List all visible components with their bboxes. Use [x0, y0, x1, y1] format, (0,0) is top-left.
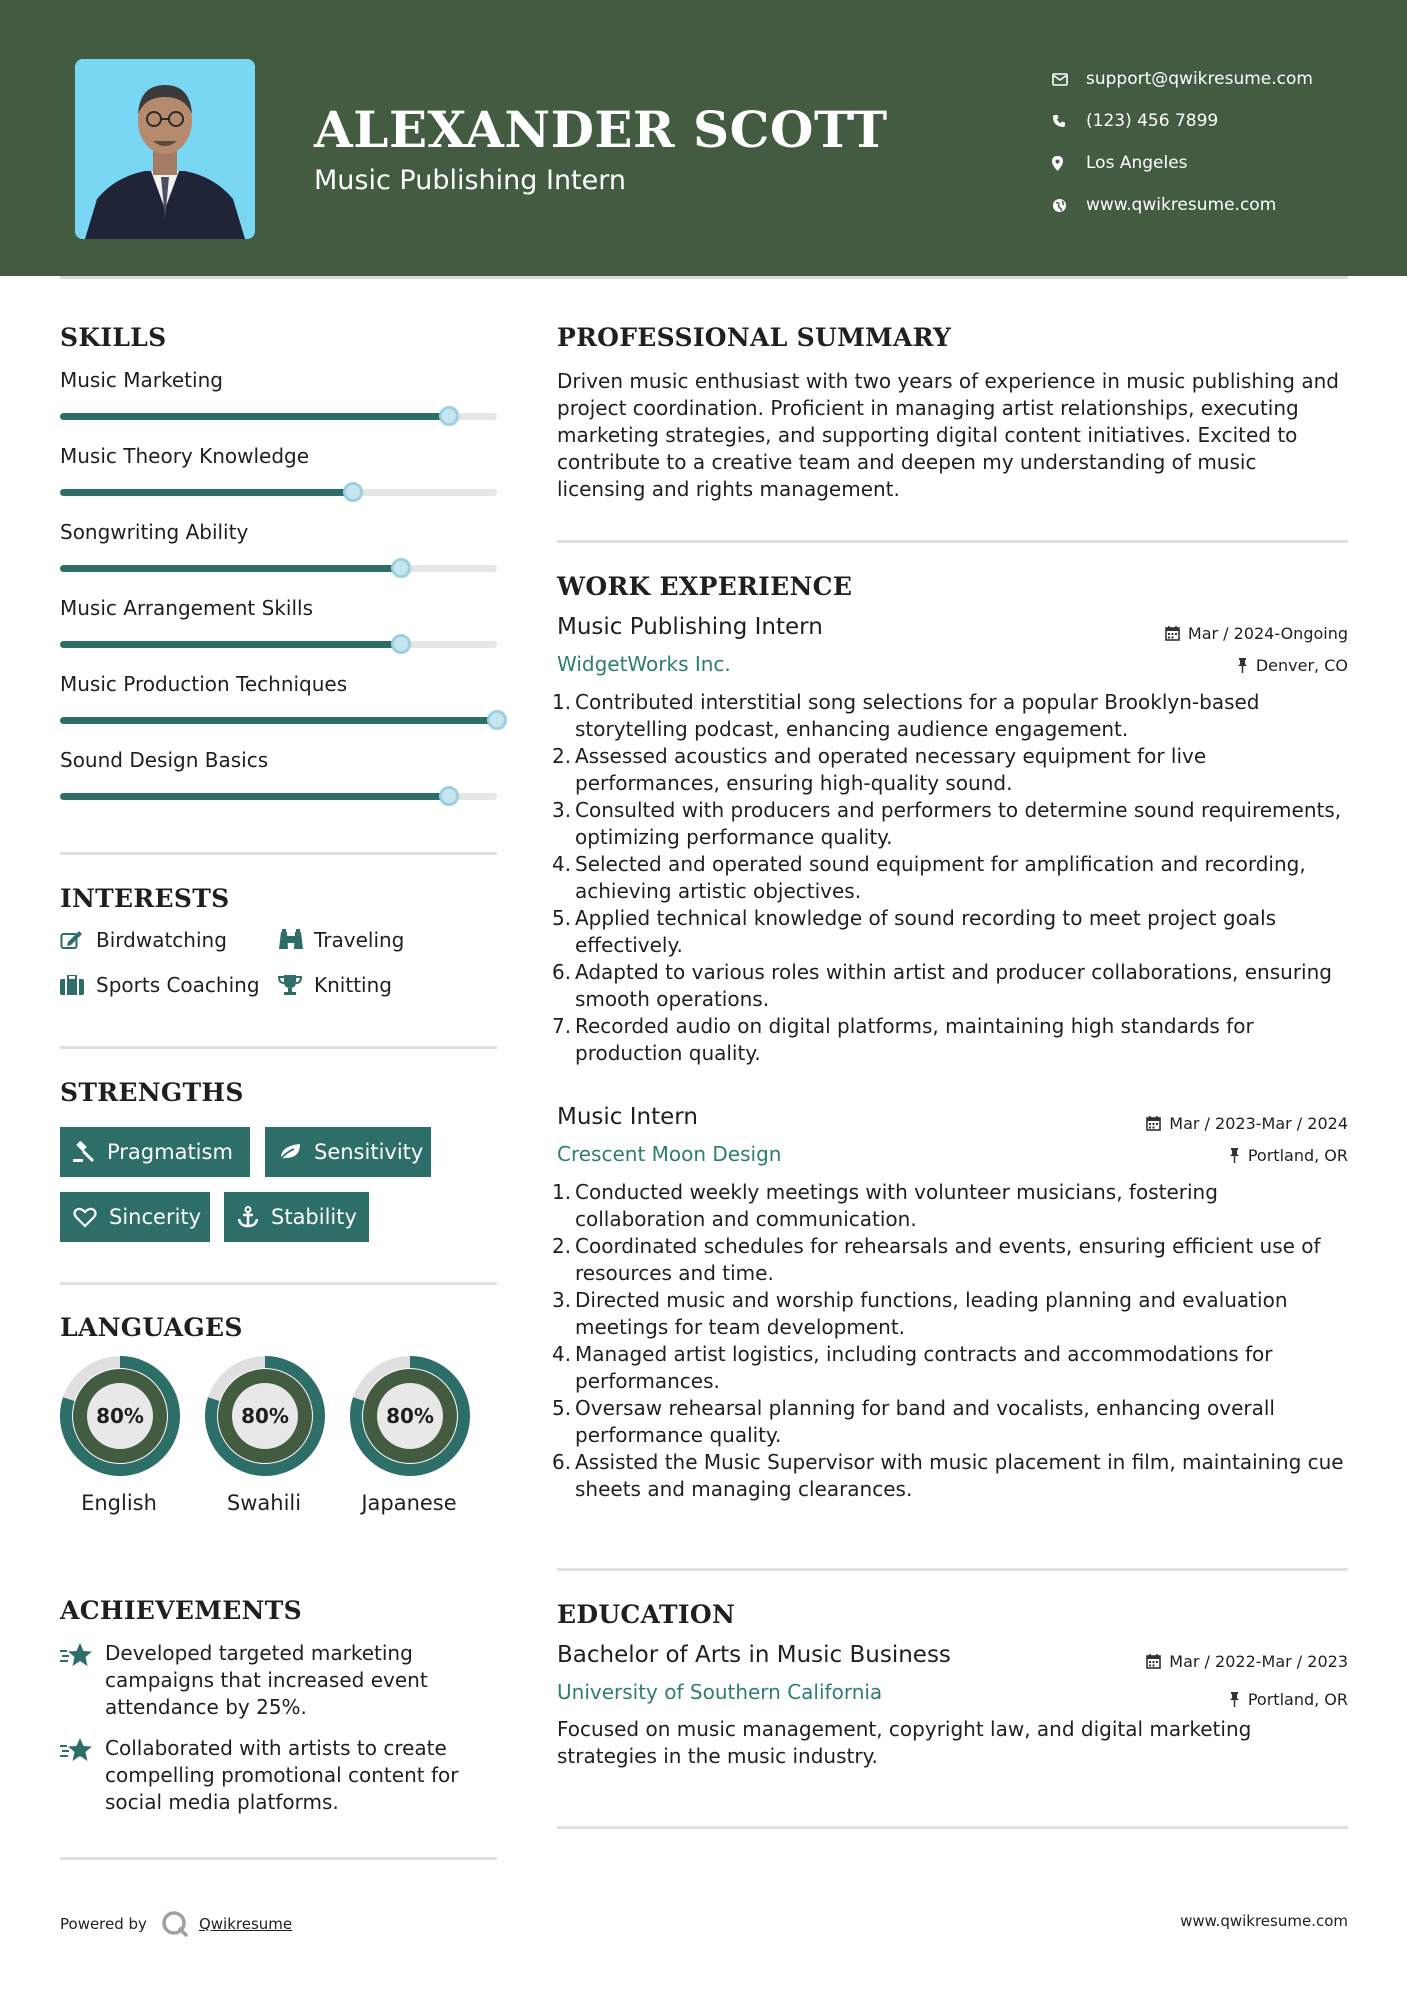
- skill-bar: [60, 489, 497, 496]
- job-bullet: 4. Selected and operated sound equipment for amplification and recording, achieving artistic objectives.: [552, 852, 1306, 903]
- job-location: Denver, CO: [1237, 656, 1348, 675]
- education-dates: Mar / 2022-Mar / 2023: [1146, 1652, 1348, 1671]
- contact-location-text: Los Angeles: [1086, 153, 1188, 173]
- language-donut: [59, 1355, 181, 1477]
- candidate-name: ALEXANDER SCOTT: [314, 100, 888, 159]
- strength-pragmatism: [60, 1127, 250, 1177]
- achievements-divider: [60, 1857, 497, 1860]
- language-item: [349, 1355, 469, 1515]
- phone-icon: [1050, 114, 1086, 128]
- contact-website[interactable]: [1050, 184, 1390, 226]
- experience-divider: [557, 1568, 1348, 1571]
- strength-label: Sensitivity: [314, 1140, 424, 1164]
- company-name: Crescent Moon Design: [557, 1142, 782, 1166]
- contact-phone[interactable]: [1050, 100, 1390, 142]
- gavel-icon: [73, 1141, 95, 1163]
- job-bullet: 4. Managed artist logistics, including contracts and accommodations for performances.: [552, 1342, 1273, 1393]
- language-percent: 80%: [96, 1404, 144, 1428]
- achievement-item: [60, 1640, 497, 1721]
- interest-label: Birdwatching: [96, 928, 227, 952]
- edit-icon: [60, 930, 96, 950]
- skill-bar: [60, 565, 497, 572]
- experience-heading: WORK EXPERIENCE: [557, 572, 853, 601]
- job-entry: [552, 1104, 1348, 1503]
- candidate-title: Music Publishing Intern: [314, 165, 626, 196]
- job-location: Portland, OR: [1229, 1146, 1348, 1165]
- calendar-icon: [1146, 1654, 1161, 1669]
- company-name: WidgetWorks Inc.: [557, 652, 731, 676]
- pushpin-icon: [1237, 658, 1248, 673]
- contact-email[interactable]: [1050, 58, 1390, 100]
- language-label: English: [81, 1491, 157, 1515]
- job-entry: [552, 614, 1348, 1067]
- job-bullet: 3. Consulted with producers and performers to determine sound requirements, optimizing performance quality.: [552, 798, 1342, 849]
- calendar-icon: [1165, 626, 1180, 641]
- footer-website[interactable]: www.qwikresume.com: [1180, 1912, 1348, 1930]
- job-title: Music Intern: [557, 1104, 698, 1130]
- job-bullet: 1. Conducted weekly meetings with volunteer musicians, fostering collaboration and communication.: [552, 1180, 1218, 1231]
- job-dates: Mar / 2023-Mar / 2024: [1146, 1114, 1348, 1133]
- skill-bar: [60, 793, 497, 800]
- binoculars-icon: [278, 929, 314, 951]
- skills-divider: [60, 852, 497, 855]
- job-bullet: 2. Coordinated schedules for rehearsals and events, ensuring efficient use of resources and time.: [552, 1234, 1321, 1285]
- language-percent: 80%: [386, 1404, 434, 1428]
- skill-bar: [60, 717, 497, 724]
- strength-label: Pragmatism: [107, 1140, 233, 1164]
- heart-icon: [73, 1207, 97, 1228]
- achievement-text: Collaborated with artists to create compelling promotional content for social media platforms.: [105, 1736, 459, 1814]
- strength-sincerity: [60, 1192, 210, 1242]
- interests-divider: [60, 1046, 497, 1049]
- skill-label: Songwriting Ability: [60, 520, 249, 544]
- skill-bar-fill: [60, 641, 401, 648]
- contact-location: [1050, 142, 1390, 184]
- language-item: [59, 1355, 179, 1515]
- education-entry: [557, 1642, 1348, 1770]
- skill-bar-fill: [60, 717, 497, 724]
- skill-label: Music Theory Knowledge: [60, 444, 310, 468]
- strength-stability: [224, 1192, 369, 1242]
- education-text: Focused on music management, copyright law, and digital marketing strategies in the music industry.: [557, 1717, 1252, 1768]
- skill-label: Music Production Techniques: [60, 672, 348, 696]
- header-divider: [60, 276, 1348, 279]
- contact-email-text: support@qwikresume.com: [1086, 69, 1313, 89]
- star-icon: [60, 1737, 94, 1770]
- briefcase-icon: [60, 975, 96, 995]
- languages-heading: LANGUAGES: [60, 1313, 243, 1342]
- job-bullet: 6. Assisted the Music Supervisor with music placement in film, maintaining cue sheets and managing clearances.: [552, 1450, 1344, 1501]
- job-bullet: 3. Directed music and worship functions, leading planning and evaluation meetings for team development.: [552, 1288, 1288, 1339]
- contact-website-text: www.qwikresume.com: [1086, 195, 1277, 215]
- skill-bar-knob: [391, 634, 411, 654]
- job-bullets: [552, 689, 1348, 1067]
- skill-bar-knob: [439, 406, 459, 426]
- achievement-text: Developed targeted marketing campaigns that increased event attendance by 25%.: [105, 1641, 428, 1719]
- education-heading: EDUCATION: [557, 1600, 736, 1629]
- job-bullet: 2. Assessed acoustics and operated necessary equipment for live performances, ensuring high-quality sound.: [552, 744, 1207, 795]
- language-percent: 80%: [241, 1404, 289, 1428]
- job-bullet: 5. Applied technical knowledge of sound recording to meet project goals effectively.: [552, 906, 1277, 957]
- calendar-icon: [1146, 1116, 1161, 1131]
- skill-label: Music Marketing: [60, 368, 223, 392]
- interests-heading: INTERESTS: [60, 884, 230, 913]
- footer: [60, 1900, 1348, 1940]
- qwikresume-logo-icon: [161, 1910, 189, 1938]
- skill-bar-fill: [60, 793, 449, 800]
- skill-bar-fill: [60, 489, 353, 496]
- interest-sports-coaching: [60, 973, 260, 997]
- profile-photo: [75, 59, 255, 239]
- language-donut: [204, 1355, 326, 1477]
- interest-label: Traveling: [314, 928, 405, 952]
- strengths-divider: [60, 1282, 497, 1285]
- job-title: Music Publishing Intern: [557, 614, 823, 640]
- envelope-icon: [1050, 73, 1086, 86]
- skill-bar-knob: [439, 786, 459, 806]
- job-bullet: 1. Contributed interstitial song selections for a popular Brooklyn-based storytelling podcast, enhancing audience engagement.: [552, 690, 1260, 741]
- skill-label: Sound Design Basics: [60, 748, 269, 772]
- globe-icon: [1050, 198, 1086, 213]
- skill-bar: [60, 413, 497, 420]
- skill-bar-knob: [487, 710, 507, 730]
- summary-text: Driven music enthusiast with two years of experience in music publishing and project coordination. Proficient in managing artist relationships, executing marketing strategies, and supporting digital content initiatives. Excited to contribute to a creative team and deepen my understanding of music licensing and rights management.: [557, 369, 1339, 501]
- interest-knitting: [278, 973, 392, 997]
- language-item: [204, 1355, 324, 1515]
- resume-header: [0, 0, 1407, 276]
- star-icon: [60, 1642, 94, 1675]
- school-name: University of Southern California: [557, 1680, 883, 1704]
- map-marker-icon: [1050, 156, 1086, 171]
- job-bullets: [552, 1179, 1348, 1503]
- education-location: Portland, OR: [1229, 1690, 1348, 1709]
- strength-sensitivity: [265, 1127, 431, 1177]
- qwikresume-link[interactable]: Qwikresume: [198, 1915, 293, 1933]
- language-label: Japanese: [361, 1491, 457, 1515]
- strength-label: Sincerity: [109, 1205, 202, 1229]
- summary-divider: [557, 540, 1348, 543]
- skill-label: Music Arrangement Skills: [60, 596, 313, 620]
- leaf-icon: [278, 1142, 302, 1162]
- powered-by: Powered by Qwikresume: [60, 1910, 292, 1938]
- interest-birdwatching: [60, 928, 227, 952]
- skills-heading: SKILLS: [60, 323, 167, 352]
- anchor-icon: [237, 1206, 259, 1228]
- language-donut: [349, 1355, 471, 1477]
- skill-bar-fill: [60, 565, 401, 572]
- interest-label: Knitting: [314, 973, 392, 997]
- job-bullet: 5. Oversaw rehearsal planning for band and vocalists, enhancing overall performance quality.: [552, 1396, 1275, 1447]
- education-divider: [557, 1826, 1348, 1829]
- achievement-item: [60, 1735, 497, 1816]
- trophy-icon: [278, 974, 314, 996]
- skill-bar-knob: [391, 558, 411, 578]
- achievements-heading: ACHIEVEMENTS: [60, 1596, 302, 1625]
- skill-bar-fill: [60, 413, 449, 420]
- job-dates: Mar / 2024-Ongoing: [1165, 624, 1348, 643]
- pushpin-icon: [1229, 1692, 1240, 1707]
- strength-label: Stability: [271, 1205, 357, 1229]
- strengths-heading: STRENGTHS: [60, 1078, 244, 1107]
- contact-list: [1050, 58, 1390, 226]
- interest-traveling: [278, 928, 404, 952]
- summary-heading: PROFESSIONAL SUMMARY: [557, 323, 952, 352]
- degree-title: Bachelor of Arts in Music Business: [557, 1642, 951, 1668]
- skill-bar: [60, 641, 497, 648]
- language-label: Swahili: [226, 1491, 302, 1515]
- skill-bar-knob: [343, 482, 363, 502]
- job-bullet: 6. Adapted to various roles within artist and producer collaborations, ensuring smooth operations.: [552, 960, 1332, 1011]
- contact-phone-text: (123) 456 7899: [1086, 111, 1219, 131]
- pushpin-icon: [1229, 1148, 1240, 1163]
- job-bullet: 7. Recorded audio on digital platforms, maintaining high standards for production quality.: [552, 1014, 1254, 1065]
- interest-label: Sports Coaching: [96, 973, 260, 997]
